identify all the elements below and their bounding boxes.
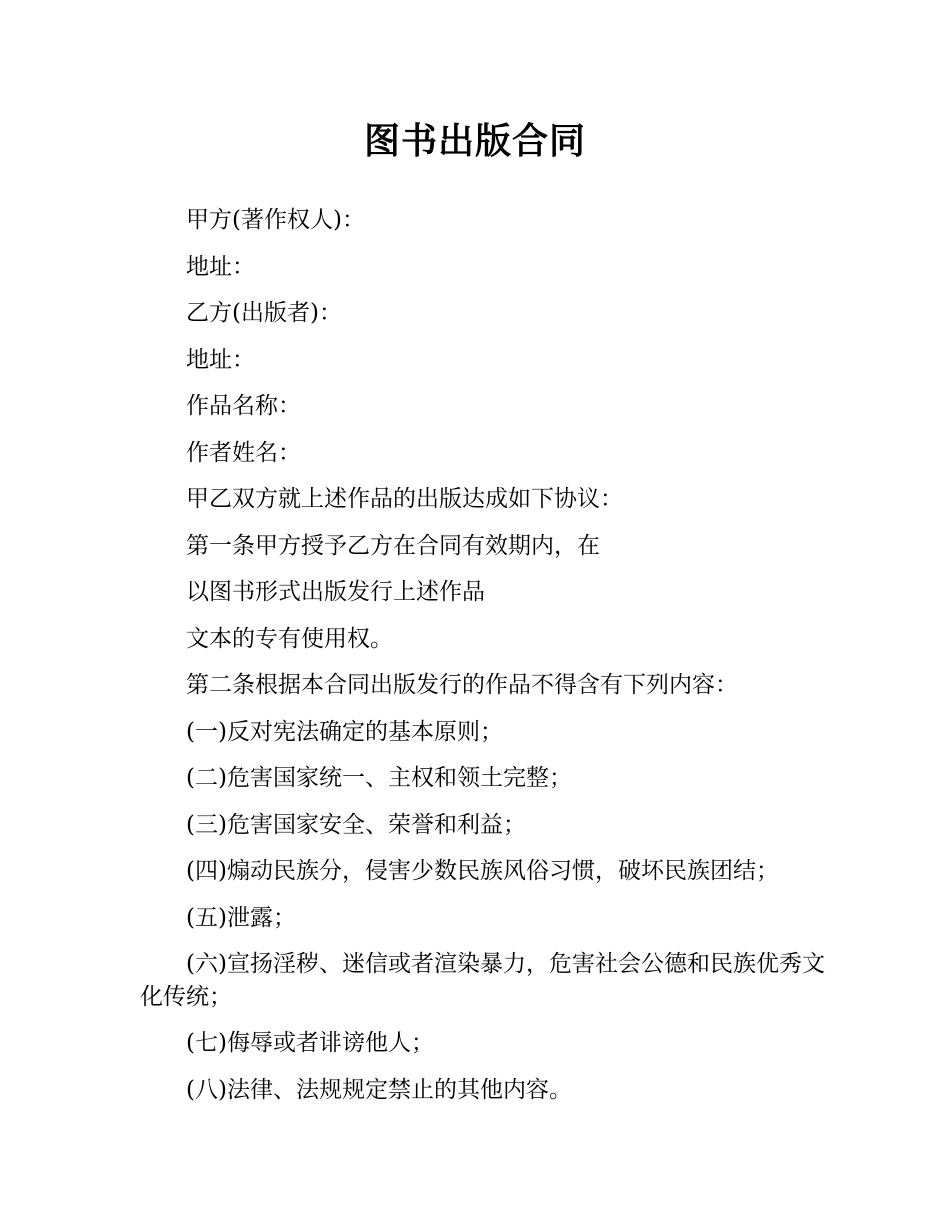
article-1-line-2: 以图书形式出版发行上述作品 bbox=[186, 579, 485, 605]
document-body bbox=[140, 197, 830, 1113]
article-2-item-2: (二)危害国家统一、主权和领土完整； bbox=[186, 765, 572, 791]
article-2-heading: 第二条根据本合同出版发行的作品不得含有下列内容： bbox=[186, 672, 738, 698]
article-2-item-3: (三)危害国家安全、荣誉和利益； bbox=[186, 811, 526, 838]
article-1-line-1: 第一条甲方授予乙方在合同有效期内，在 bbox=[186, 532, 600, 559]
agreement-intro: 甲乙双方就上述作品的出版达成如下协议： bbox=[186, 486, 623, 512]
article-2-item-7: (七)侮辱或者诽谤他人； bbox=[186, 1030, 434, 1056]
article-2-item-4: (四)煽动民族分，侵害少数民族风俗习惯，破坏民族团结； bbox=[186, 858, 779, 884]
article-1-line-3: 文本的专有使用权。 bbox=[186, 625, 393, 652]
party-b-address-line: 地址： bbox=[186, 346, 255, 373]
author-name-line: 作者姓名： bbox=[186, 439, 301, 466]
article-2-item-1: (一)反对宪法确定的基本原则； bbox=[186, 718, 503, 745]
article-2-item-8: (八)法律、法规规定禁止的其他内容。 bbox=[186, 1076, 572, 1103]
party-b-line: 乙方(出版者)： bbox=[186, 300, 342, 326]
party-a-line: 甲方(著作权人)： bbox=[186, 207, 365, 233]
party-a-address-line: 地址： bbox=[186, 253, 255, 280]
article-2-item-5: (五)泄露； bbox=[186, 904, 296, 931]
document-title: 图书出版合同 bbox=[363, 121, 586, 162]
article-2-item-6: (六)宣扬淫秽、迷信或者渲染暴力，危害社会公德和民族优秀文化传统； bbox=[140, 951, 825, 1010]
work-title-line: 作品名称： bbox=[186, 393, 301, 419]
